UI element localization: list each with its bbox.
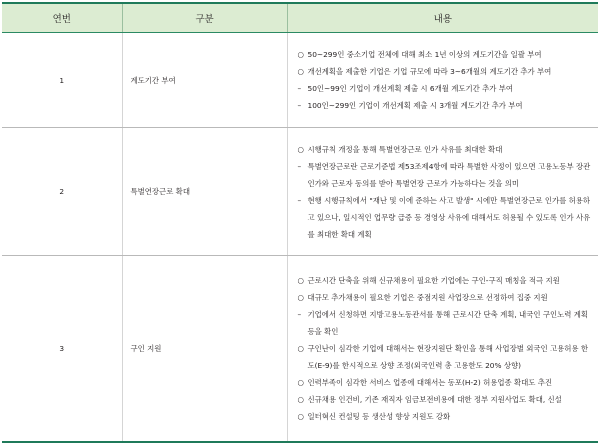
bullet-marker: ○ bbox=[297, 144, 304, 154]
bullet-marker: – bbox=[297, 101, 302, 110]
list-item bbox=[298, 80, 593, 97]
header-number: 연번 bbox=[2, 3, 122, 33]
item-text: 근로시간 단축을 위해 신규채용이 필요한 기업에는 구인-구직 매칭을 적극 지원 bbox=[307, 276, 560, 285]
item-text: 시행규칙 개정을 통해 특별연장근로 인가 사유를 최대한 확대 bbox=[307, 144, 503, 154]
list-item bbox=[298, 141, 593, 158]
list-item bbox=[298, 158, 593, 192]
item-text: 50~299인 중소기업 전체에 대해 최소 1년 이상의 계도기간을 일괄 부여 bbox=[307, 50, 542, 59]
row-category: 계도기간 부여 bbox=[122, 33, 287, 128]
row-category: 특별연장근로 확대 bbox=[122, 128, 287, 256]
item-text: 100인~299인 기업이 개선계획 제출 시 3개월 계도기간 추가 부여 bbox=[307, 101, 523, 110]
bullet-marker: – bbox=[297, 310, 302, 319]
bullet-marker: ○ bbox=[297, 395, 304, 404]
bullet-marker: ○ bbox=[297, 293, 304, 302]
bullet-marker: ○ bbox=[297, 344, 304, 353]
bullet-marker: – bbox=[297, 84, 302, 93]
row-number: 1 bbox=[2, 33, 122, 128]
bullet-marker: ○ bbox=[297, 412, 304, 421]
list-item bbox=[298, 63, 593, 80]
list-item bbox=[298, 97, 593, 114]
item-text: 50인~99인 기업이 개선계획 제출 시 6개월 계도기간 추가 부여 bbox=[307, 84, 514, 93]
row-number: 3 bbox=[2, 256, 122, 443]
item-text: 일터혁신 컨설팅 등 생산성 향상 지원도 강화 bbox=[307, 412, 451, 421]
list-item bbox=[298, 46, 593, 63]
content-list bbox=[298, 272, 593, 425]
bullet-marker: ○ bbox=[297, 276, 304, 285]
list-item bbox=[298, 374, 593, 391]
list-item bbox=[298, 408, 593, 425]
bullet-marker: ○ bbox=[297, 67, 304, 76]
item-text: 특별연장근로란 근로기준법 제53조제4항에 따라 특별한 사정이 있으면 고용노동부 장관 인가와 근로자 동의를 받아 특별연장 근로가 가능하다는 것을 의미 bbox=[307, 161, 591, 188]
list-item bbox=[298, 289, 593, 306]
header-row bbox=[2, 3, 598, 33]
content-list bbox=[298, 141, 593, 243]
item-text: 기업에서 신청하면 지방고용노동관서를 통해 근로시간 단축 계획, 내국인 구인노력 계획 등을 확인 bbox=[307, 310, 589, 336]
item-text: 개선계획을 제출한 기업은 기업 규모에 따라 3~6개월의 계도기간 추가 부여 bbox=[307, 67, 552, 76]
row-number: 2 bbox=[2, 128, 122, 256]
row-content bbox=[287, 33, 598, 128]
table-row bbox=[2, 256, 598, 443]
row-content bbox=[287, 128, 598, 256]
bullet-marker: ○ bbox=[297, 378, 304, 387]
bullet-marker: – bbox=[297, 161, 302, 171]
header-content: 내용 bbox=[287, 3, 598, 33]
list-item bbox=[298, 306, 593, 340]
list-item bbox=[298, 272, 593, 289]
table-row bbox=[2, 128, 598, 256]
item-text: 대규모 추가채용이 필요한 기업은 중점지원 사업장으로 선정하여 집중 지원 bbox=[307, 293, 548, 302]
table-row bbox=[2, 33, 598, 128]
header-category: 구분 bbox=[122, 3, 287, 33]
item-text: 신규채용 인건비, 기존 재직자 임금보전비용에 대한 정부 지원사업도 확대, 신설 bbox=[307, 395, 562, 404]
content-list bbox=[298, 46, 593, 114]
row-category: 구인 지원 bbox=[122, 256, 287, 443]
list-item bbox=[298, 192, 593, 243]
list-item bbox=[298, 340, 593, 374]
bullet-marker: – bbox=[297, 195, 302, 205]
item-text: 인력부족이 심각한 서비스 업종에 대해서는 동포(H-2) 허용업종 확대도 추진 bbox=[307, 378, 553, 387]
bullet-marker: ○ bbox=[297, 50, 304, 59]
item-text: 현행 시행규칙에서 "재난 및 이에 준하는 사고 발생" 시에만 특별연장근로 인가를 허용하고 있으나, 일시적인 업무량 급증 등 경영상 사유에 대해서도 허용될 수 있도록 인가 사유를 최대한 확대 계획 bbox=[307, 195, 591, 239]
row-content bbox=[287, 256, 598, 443]
list-item bbox=[298, 391, 593, 408]
policy-table bbox=[2, 2, 598, 443]
item-text: 구인난이 심각한 기업에 대해서는 현장지원단 확인을 통해 사업장별 외국인 고용허용 한도(E-9)를 한시적으로 상향 조정(외국인력 총 고용한도 20% 상향) bbox=[307, 344, 589, 370]
